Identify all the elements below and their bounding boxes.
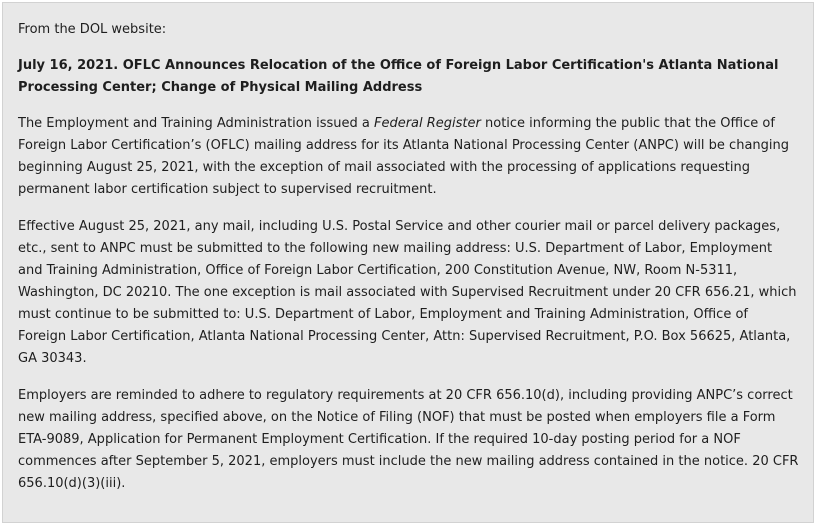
paragraph-federal-register-notice [18, 113, 800, 201]
announcement-headline: July 16, 2021. OFLC Announces Relocation of the Office of Foreign Labor Certification's Atlanta National Processing Center; Change of Physical Mailing Address [18, 58, 779, 95]
paragraph-employer-reminder: Employers are reminded to adhere to regulatory requirements at 20 CFR 656.10(d), including providing ANPC’s correct new mailing address, specified above, on the Notice of Filing (NOF) that must be posted when employers file a Form ETA-9089, Application for Permanent Employment Certification. If the required 10-day posting period for a NOF commences after September 5, 2021, employers must include the new mailing address contained in the notice. 20 CFR 656.10(d)(3)(iii). [18, 388, 799, 491]
paragraph-new-mailing-address: Effective August 25, 2021, any mail, including U.S. Postal Service and other courier mail or parcel delivery packages, etc., sent to ANPC must be submitted to the following new mailing address: U.S. Department of Labor, Employment and Training Administration, Office of Foreign Labor Certification, 200 Constitution Avenue, NW, Room N-5311, Washington, DC 20210. The one exception is mail associated with Supervised Recruitment under 20 CFR 656.21, which must continue to be submitted to: U.S. Department of Labor, Employment and Training Administration, Office of Foreign Labor Certification, Atlanta National Processing Center, Attn: Supervised Recruitment, P.O. Box 56625, Atlanta, GA 30343. [18, 219, 797, 366]
paragraph1-after: notice informing the public that the Office of Foreign Labor Certification’s (OFLC) mailing address for its Atlanta National Processing Center (ANPC) will be changing beginning August 25, 2021, with the exception of mail associated with the processing of applications requesting permanent labor certification subject to supervised recruitment. [18, 116, 789, 197]
quoted-announcement [2, 2, 814, 523]
paragraph1-before: The Employment and Training Administration issued a [18, 116, 374, 131]
federal-register-italic: Federal Register [373, 116, 481, 131]
intro-text: From the DOL website: [18, 22, 167, 37]
